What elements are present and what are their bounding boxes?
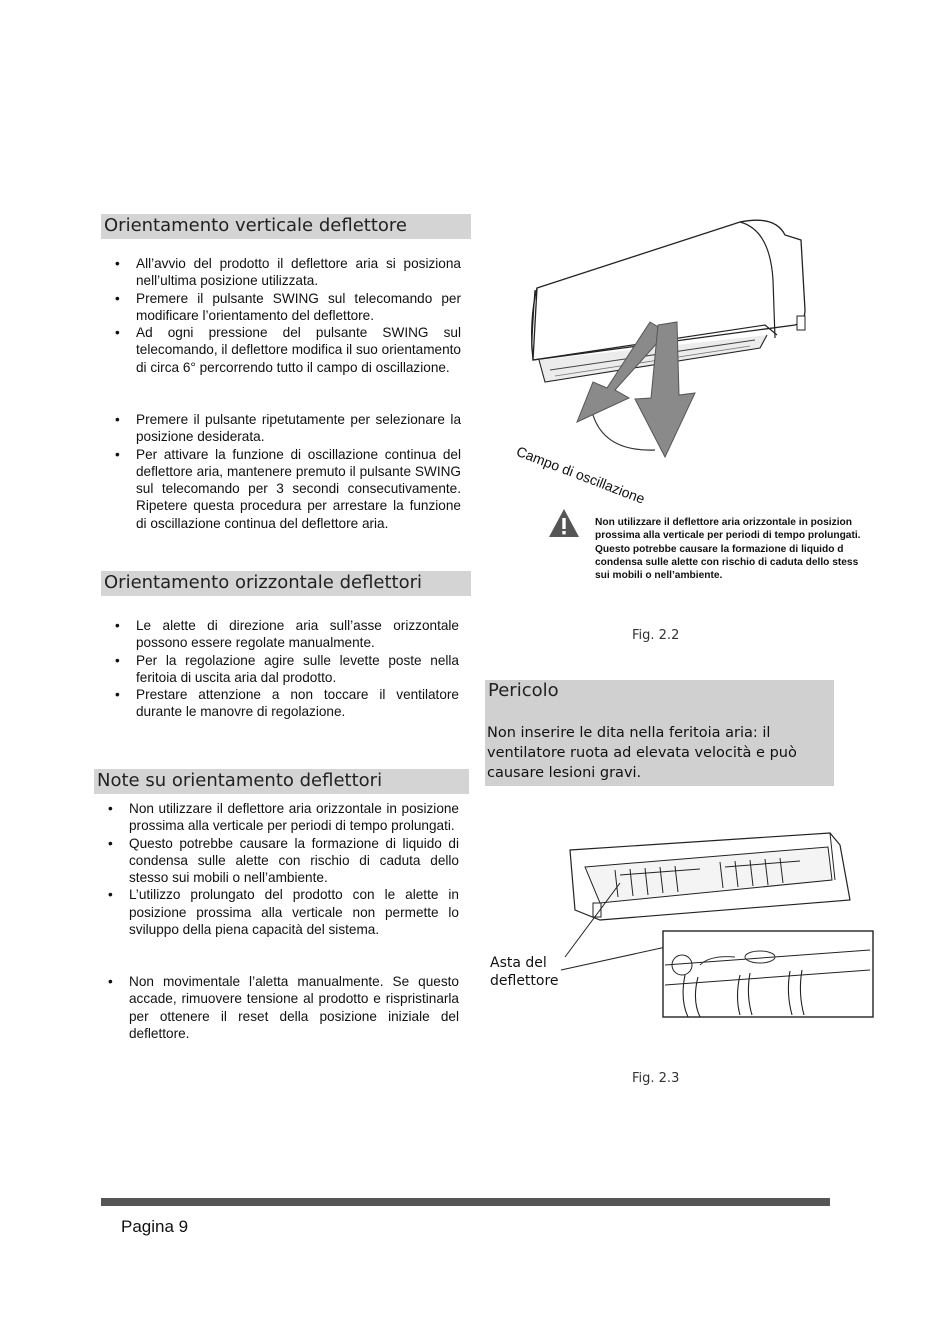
list-item: • Le alette di direzione aria sull’asse orizzontale possono essere regolate manualmente. [115,618,459,651]
list-item: • Premere il pulsante ripetutamente per selezionare la posizione desiderata. [115,412,461,445]
warning-triangle-icon [548,508,580,538]
section-title-vertical: Orientamento verticale deflettore [101,214,471,239]
notes-bullets-a [105,800,459,938]
danger-title: Pericolo [488,680,559,701]
list-item: • Ad ogni pressione del pulsante SWING sul telecomando, il deflettore modifica il suo orientamento di circa 6° percorrendo tutto il campo di oscillazione. [115,325,461,375]
list-item: • Questo potrebbe causare la formazione di liquido di condensa sulle alette con rischio di caduta dello stesso sui mobili o nell’ambiente. [108,835,459,886]
list-item: • Non utilizzare il deflettore aria orizzontale in posizione prossima alla verticale per periodi di tempo prolungati. [108,801,459,834]
section-title-horizontal: Orientamento orizzontale deflettori [101,571,471,596]
list-item: • Prestare attenzione a non toccare il ventilatore durante le manovre di regolazione. [115,687,459,720]
louver-rod-label: Asta del deflettore [490,955,559,989]
figure-caption-2-2: Fig. 2.2 [632,628,680,643]
horizontal-bullets [112,617,459,721]
list-item: • Per la regolazione agire sulle levette poste nella feritoia di uscita aria dal prodotto. [115,652,459,685]
swing-range-label: Campo di oscillazione [514,443,648,507]
vertical-bullets-a [112,255,461,376]
vertical-bullets-b [112,411,461,532]
footer-divider [101,1198,830,1206]
page-number: Pagina 9 [121,1217,189,1236]
louver-illustration [560,825,880,1025]
list-item: • Per attivare la funzione di oscillazione continua del deflettore aria, mantenere premuto il pulsante SWING sul telecomando per 3 secondi consecutivamente. Ripetere questa procedura per arrestare la funzione di oscillazione continua del deflettore aria. [115,446,461,531]
list-item: • L’utilizzo prolungato del prodotto con le alette in posizione prossima alla verticale non permette lo sviluppo della piena capacità del sistema. [108,887,459,938]
notes-bullets-b [105,973,459,1042]
warning-note: Non utilizzare il deflettore aria orizzontale in posizion prossima alla verticale per periodi di tempo prolungati. Questo potrebbe causare la formazione di liquido d condensa sulle alette con rischio di caduta dello stess sui mobili o nell’ambiente. [595,517,861,582]
list-item: • Non movimentale l’aletta manualmente. Se questo accade, rimuovere tensione al prodotto e rispristinarla per ottenere il reset della posizione iniziale del deflettore. [108,974,459,1041]
figure-caption-2-3: Fig. 2.3 [632,1071,680,1086]
list-item: • All’avvio del prodotto il deflettore aria si posiziona nell’ultima posizione utilizzata. [115,256,461,289]
section-title-notes: Note su orientamento deflettori [94,769,469,794]
list-item: • Premere il pulsante SWING sul telecomando per modificare l’orientamento del deflettore. [115,290,461,323]
danger-body: Non inserire le dita nella feritoia aria: il ventilatore ruota ad elevata velocità e può causare lesioni gravi. [487,725,797,781]
danger-box [485,680,834,786]
